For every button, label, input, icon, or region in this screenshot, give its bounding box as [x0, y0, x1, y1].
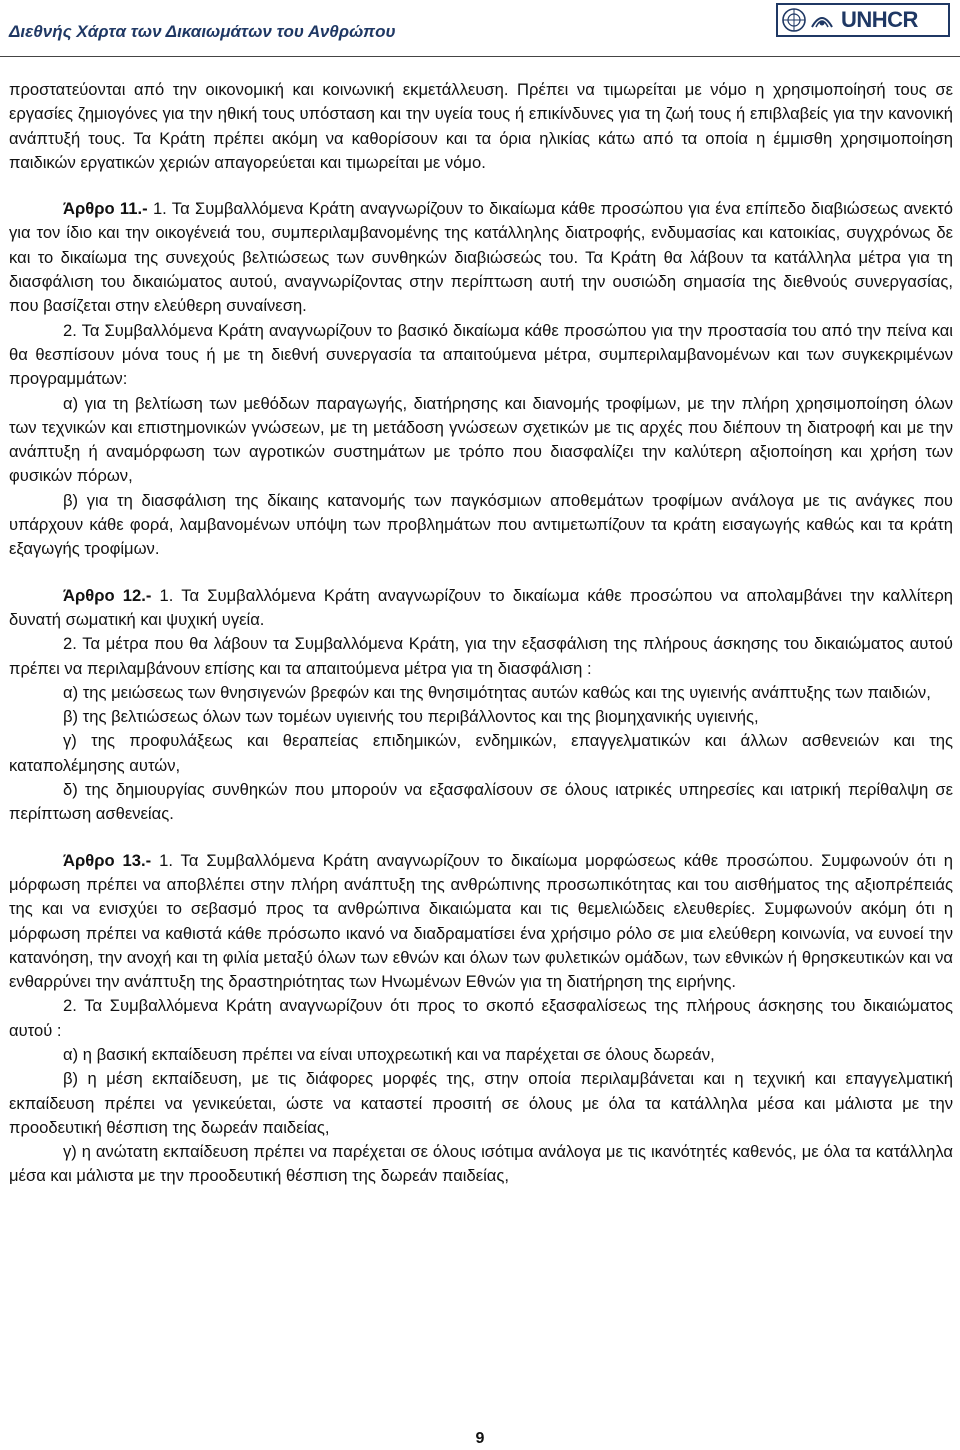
article-11-paragraph-2: 2. Τα Συμβαλλόμενα Κράτη αναγνωρίζουν το βασικό δικαίωμα κάθε προσώπου για την προστασία του από την πείνα και θα θεσπίσουν μόνα τους ή με τη διεθνή συνεργασία τα απαιτούμενα μέτρα, συμπεριλαμβανομένων και των συγκεκριμένων προγραμμάτων: [9, 320, 953, 389]
page-header [0, 0, 960, 58]
article-12-paragraph-2: 2. Τα μέτρα που θα λάβουν τα Συμβαλλόμενα Κράτη, για την εξασφάλιση της πλήρους άσκησης του δικαιώματος αυτού πρέπει να περιλαμβάνουν επίσης και τα απαιτούμενα μέτρα για τη διασφάλιση : [9, 634, 953, 678]
header-divider [0, 56, 960, 57]
article-heading: Άρθρο 12.- [63, 585, 152, 605]
article-13-item-c: γ) η ανώτατη εκπαίδευση πρέπει να παρέχεται σε όλους ισότιμα ανάλογα με τις ικανότητές καθενός, με όλα τα κατάλληλα μέσα και μάλιστα με την προοδευτική θέσπιση της δωρεάν παιδείας, [9, 1142, 953, 1186]
article-13-paragraph-2: 2. Τα Συμβαλλόμενα Κράτη αναγνωρίζουν ότι προς το σκοπό εξασφαλίσεως της πλήρους άσκησης του δικαιώματος αυτού : [9, 996, 953, 1040]
document-title: Διεθνής Χάρτα των Δικαιωμάτων του Ανθρώπου [9, 22, 396, 41]
page-number: 9 [475, 1430, 485, 1447]
article-13-item-a: α) η βασική εκπαίδευση πρέπει να είναι υποχρεωτική και να παρέχεται σε όλους δωρεάν, [63, 1044, 715, 1064]
unhcr-emblem-icon [809, 7, 835, 33]
article-12-paragraph-1: Άρθρο 12.- 1. Τα Συμβαλλόμενα Κράτη αναγνωρίζουν το δικαίωμα κάθε προσώπου να απολαμβάνει την καλλίτερη δυνατή σωματική και ψυχική υγεία. [9, 585, 953, 629]
un-emblem-icon [781, 7, 807, 33]
document-body [9, 78, 953, 1189]
article-11-paragraph-1: Άρθρο 11.- 1. Τα Συμβαλλόμενα Κράτη αναγνωρίζουν το δικαίωμα κάθε προσώπου για ένα επίπεδο διαβιώσεως ανεκτό για τον ίδιο και την οικογένειά του, συμπεριλαμβανομένης της κατάλληλης διατροφής, ενδυμασίας και κατοικίας, συγχρόνως δε και το δικαίωμα της συνεχούς βελτιώσεως των συνθηκών διαβιώσεώς του. Τα Κράτη θα λάβουν τα κατάλληλα μέτρα για τη διασφάλιση του δικαιώματος αυτού, αναγνωρίζοντας στην περίπτωση αυτή την ουσιώδη σημασία της διεθνούς συνεργασίας, που βασίζεται στην ελεύθερη συναίνεση. [9, 199, 953, 316]
article-12-item-c: γ) της προφυλάξεως και θεραπείας επιδημικών, ενδημικών, επαγγελματικών και άλλων ασθενειών και της καταπολέμησης αυτών, [9, 731, 953, 775]
logo-text: UNHCR [841, 7, 918, 32]
article-11-item-b: β) για τη διασφάλιση της δίκαιης κατανομής των παγκόσμιων αποθεμάτων τροφίμων ανάλογα με τις ανάγκες που υπάρχουν κάθε φορά, λαμβανομένων υπόψη των προβλημάτων που αντιμετωπίζουν τα κράτη εισαγωγής καθώς και τα κράτη εξαγωγής τροφίμων. [9, 490, 953, 559]
article-heading: Άρθρο 11.- [63, 199, 148, 219]
article-11-item-a: α) για τη βελτίωση των μεθόδων παραγωγής, διατήρησης και διανομής τροφίμων, με την πλήρη χρησιμοποίηση όλων των τεχνικών και επιστημονικών γνώσεων, με τη μετάδοση γνώσεων σχετικών με τις αρχές που διέπουν τη διατροφή και με την ανάπτυξη ή αναμόρφωση των αγροτικών συστημάτων με τρόπο που διασφαλίζει την καλύτερη αξιοποίηση και χρήση των φυσικών πόρων, [9, 393, 953, 486]
article-12-item-b: β) της βελτιώσεως όλων των τομέων υγιεινής του περιβάλλοντος και της βιομηχανικής υγιεινής, [63, 707, 759, 727]
article-heading: Άρθρο 13.- [63, 850, 152, 870]
article-13-item-b: β) η μέση εκπαίδευση, με τις διάφορες μορφές της, στην οποία περιλαμβάνεται και η τεχνική και επαγγελματική εκπαίδευση πρέπει να γενικεύεται, ώστε να καταστεί προσιτή σε όλους με όλα τα κατάλληλα μέσα και μάλιστα με την προοδευτική θέσπιση της δωρεάν παιδείας, [9, 1069, 953, 1137]
article-12-item-d: δ) της δημιουργίας συνθηκών που μπορούν να εξασφαλίσουν σε όλους ιατρικές υπηρεσίες και ιατρική περίθαλψη σε περίπτωση ασθενείας. [9, 780, 953, 824]
paragraph: προστατεύονται από την οικονομική και κοινωνική εκμετάλλευση. Πρέπει να τιμωρείται με νόμο η χρησιμοποίησή τους σε εργασίες ζημιογόνες για την ηθική τους υπόσταση και την υγεία τους ή επικίνδυνες για τη ζωή τους ή επιβλαβείς για την κανονική ανάπτυξή τους. Τα Κράτη πρέπει ακόμη να καθορίσουν και τα όρια ηλικίας κάτω από τα οποία η έμμισθη χρησιμοποίηση παιδικών εργατικών χεριών απαγορεύεται και τιμωρείται με νόμο. [9, 80, 953, 172]
article-12-item-a: α) της μειώσεως των θνησιγενών βρεφών και της θνησιμότητας αυτών καθώς και της υγιεινής ανάπτυξης των παιδιών, [63, 682, 931, 702]
article-13-paragraph-1: Άρθρο 13.- 1. Τα Συμβαλλόμενα Κράτη αναγνωρίζουν το δικαίωμα μορφώσεως κάθε προσώπου. Συμφωνούν ότι η μόρφωση πρέπει να αποβλέπει στην πλήρη ανάπτυξη της ανθρώπινης προσωπικότητας και του αισθήματος της αξιοπρέπειάς της και να ενισχύει το σεβασμό προς τα ανθρώπινα δικαιώματα και τις θεμελιώδεις ελευθερίες. Συμφωνούν ακόμη ότι η μόρφωση πρέπει να καθιστά κάθε πρόσωπο ικανό να διαδραματίσει ένα χρήσιμο ρόλο σε μια ελεύθερη κοινωνία, να ευνοεί την κατανόηση, την ανοχή και τη φιλία μεταξύ όλων των εθνών και όλων των φυλετικών ομάδων, των εθνικών ή θρησκευτικών και να ενθαρρύνει την ανάπτυξη της δραστηριότητας των Ηνωμένων Εθνών για τη διατήρηση της ειρήνης. [9, 850, 953, 992]
unhcr-logo [776, 3, 950, 37]
